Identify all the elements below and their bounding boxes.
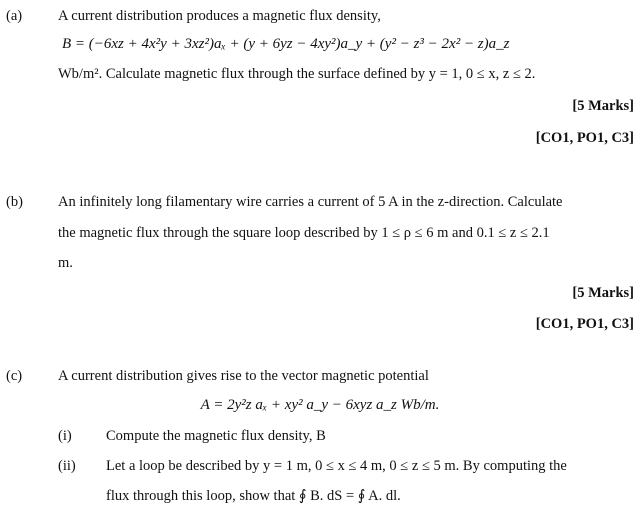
- question-b-line1: An infinitely long filamentary wire carries a current of 5 A in the z-direction. Calculate: [58, 194, 563, 210]
- question-c-intro: A current distribution gives rise to the vector magnetic potential: [58, 368, 429, 384]
- question-c-sub-i-text: Compute the magnetic flux density, B: [106, 428, 326, 444]
- question-c-sub-ii-line2: flux through this loop, show that ∮ B. dS = ∮ A. dl.: [106, 488, 401, 504]
- question-a-surface-text: Wb/m². Calculate magnetic flux through the surface defined by y = 1, 0 ≤ x, z ≤ 2.: [58, 66, 536, 82]
- question-a-co: [CO1, PO1, C3]: [535, 130, 634, 146]
- question-a-marks: [5 Marks]: [572, 98, 634, 114]
- question-a-equation: B = (−6xz + 4x²y + 3xz²)aₓ + (y + 6yz − 4xy²)a_y + (y² − z³ − 2x² − z)a_z: [62, 36, 510, 52]
- question-c-sub-ii-label: (ii): [58, 458, 76, 474]
- question-b-marks: [5 Marks]: [572, 285, 634, 301]
- question-c-sub-ii-line1: Let a loop be described by y = 1 m, 0 ≤ x ≤ 4 m, 0 ≤ z ≤ 5 m. By computing the: [106, 458, 567, 474]
- question-c-label: (c): [6, 368, 23, 384]
- question-b-line3: m.: [58, 255, 73, 271]
- question-b-label: (b): [6, 194, 23, 210]
- question-a-label: (a): [6, 8, 23, 24]
- question-a-intro: A current distribution produces a magnetic flux density,: [58, 8, 381, 24]
- question-b-line2: the magnetic flux through the square loop described by 1 ≤ ρ ≤ 6 m and 0.1 ≤ z ≤ 2.1: [58, 225, 550, 241]
- question-c-equation: A = 2y²z aₓ + xy² a_y − 6xyz a_z Wb/m.: [200, 397, 440, 413]
- question-b-co: [CO1, PO1, C3]: [535, 316, 634, 332]
- question-c-sub-i-label: (i): [58, 428, 72, 444]
